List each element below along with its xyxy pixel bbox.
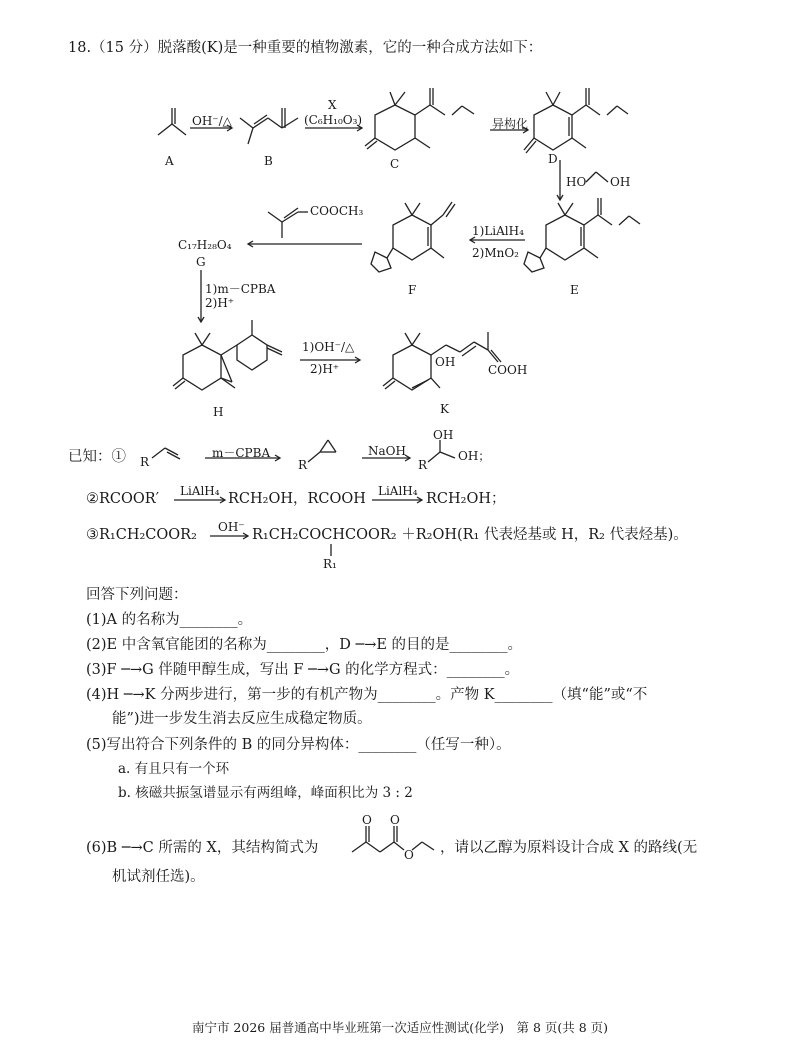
known-3-reagent: OH⁻	[218, 520, 245, 534]
question-4-line1: (4)H ─→K 分两步进行，第一步的有机产物为________。产物 K________（填“能”或“不	[86, 687, 648, 703]
known1-vinyl	[152, 448, 165, 458]
label-h: H	[213, 405, 224, 419]
question-5-a: a. 有且只有一个环	[118, 761, 230, 777]
reagent-g-h-2: 2)H⁺	[205, 296, 235, 310]
x-o1: O	[362, 813, 372, 827]
question-header: 18.（15 分）脱落酸(K)是一种重要的植物激素，它的一种合成方法如下：	[68, 40, 543, 56]
known-2-text1: ②RCOOR′	[86, 491, 159, 507]
question-3: (3)F ─→G 伴随甲醇生成，写出 F ─→G 的化学方程式：________。	[86, 662, 520, 678]
known-3-sub: R₁	[323, 557, 337, 571]
question-5: (5)写出符合下列条件的 B 的同分异构体：________（任写一种）。	[86, 737, 511, 753]
question-5-b: b. 核磁共振氢谱显示有两组峰，峰面积比为 3 : 2	[118, 785, 413, 801]
known-1-oh1: OH	[433, 428, 454, 442]
question-6-prefix: (6)B ─→C 所需的 X，其结构简式为	[86, 840, 319, 856]
reagent-h-k-2: 2)H⁺	[310, 362, 340, 376]
page-footer: 南宁市 2026 届普通高中毕业班第一次适应性测试(化学) 第 8 页(共 8 页)	[191, 1020, 609, 1035]
known-1-r3: R	[418, 458, 428, 472]
reagent-glycol-left: HO	[566, 175, 587, 189]
label-d: D	[548, 152, 558, 166]
structure-h	[173, 320, 282, 390]
question-4-line2: 能”)进一步发生消去反应生成稳定物质。	[112, 711, 372, 727]
known-1-reagent1: m－CPBA	[212, 446, 271, 460]
label-f: F	[408, 283, 417, 297]
reagent-h-k-1: 1)OH⁻/△	[302, 340, 355, 354]
label-e: E	[570, 283, 579, 297]
reagent-e-f-1: 1)LiAlH₄	[472, 224, 524, 238]
known-1-r: R	[140, 455, 150, 469]
known-2-text3: RCH₂OH；	[426, 491, 506, 507]
known-2-reagent2: LiAlH₄	[378, 484, 418, 498]
reagent-glycol-right: OH	[610, 175, 631, 189]
question-2: (2)E 中含氧官能团的名称为________，D ─→E 的目的是________。	[86, 637, 523, 653]
known-3-text2: R₁CH₂COCHCOOR₂ ＋R₂OH(R₁ 代表烃基或 H，R₂ 代表烃基)。	[252, 527, 688, 543]
k-oh: OH	[435, 355, 456, 369]
label-k: K	[440, 402, 449, 416]
known-2-text2: RCH₂OH，RCOOH	[228, 491, 366, 507]
known-3-text1: ③R₁CH₂COOR₂	[86, 527, 197, 543]
reagent-c-d: 异构化	[492, 117, 529, 131]
structure-f	[371, 202, 455, 272]
structure-a	[158, 108, 186, 135]
known-1-r2: R	[298, 458, 308, 472]
reagent-e-f-2: 2)MnO₂	[472, 246, 519, 260]
reagent-a-b: OH⁻/△	[192, 114, 232, 128]
g-formula: C₁₇H₂₈O₄	[178, 238, 232, 252]
x-o3: O	[404, 848, 414, 862]
label-c: C	[390, 157, 400, 171]
k-cooh: COOH	[488, 363, 528, 377]
diol	[428, 452, 440, 462]
reagent-x-formula: (C₆H₁₀O₃)	[304, 113, 363, 127]
question-6-line2: 机试剂任选)。	[112, 869, 205, 885]
structure-x	[352, 826, 434, 852]
question-1: (1)A 的名称为________。	[86, 612, 253, 628]
reagent-f-g: COOCH₃	[310, 204, 364, 218]
known-2-reagent1: LiAlH₄	[180, 484, 220, 498]
label-g: G	[196, 255, 206, 269]
epoxide	[308, 452, 320, 462]
structure-b	[240, 108, 298, 144]
answers-intro: 回答下列问题：	[86, 587, 188, 603]
question-6-suffix: ，请以乙醇为原料设计合成 X 的路线(无	[440, 840, 698, 856]
known-1-oh2: OH；	[458, 449, 491, 463]
structure-d	[524, 88, 628, 153]
structure-c	[365, 88, 474, 150]
known-1-prefix: 已知：①	[68, 449, 126, 465]
x-o2: O	[390, 813, 400, 827]
structure-e	[524, 198, 640, 272]
reagent-x: X	[328, 98, 337, 112]
label-b: B	[264, 154, 273, 168]
reagent-g-h-1: 1)m－CPBA	[205, 282, 276, 296]
label-a: A	[165, 154, 174, 168]
known-1-reagent2: NaOH	[368, 444, 406, 458]
